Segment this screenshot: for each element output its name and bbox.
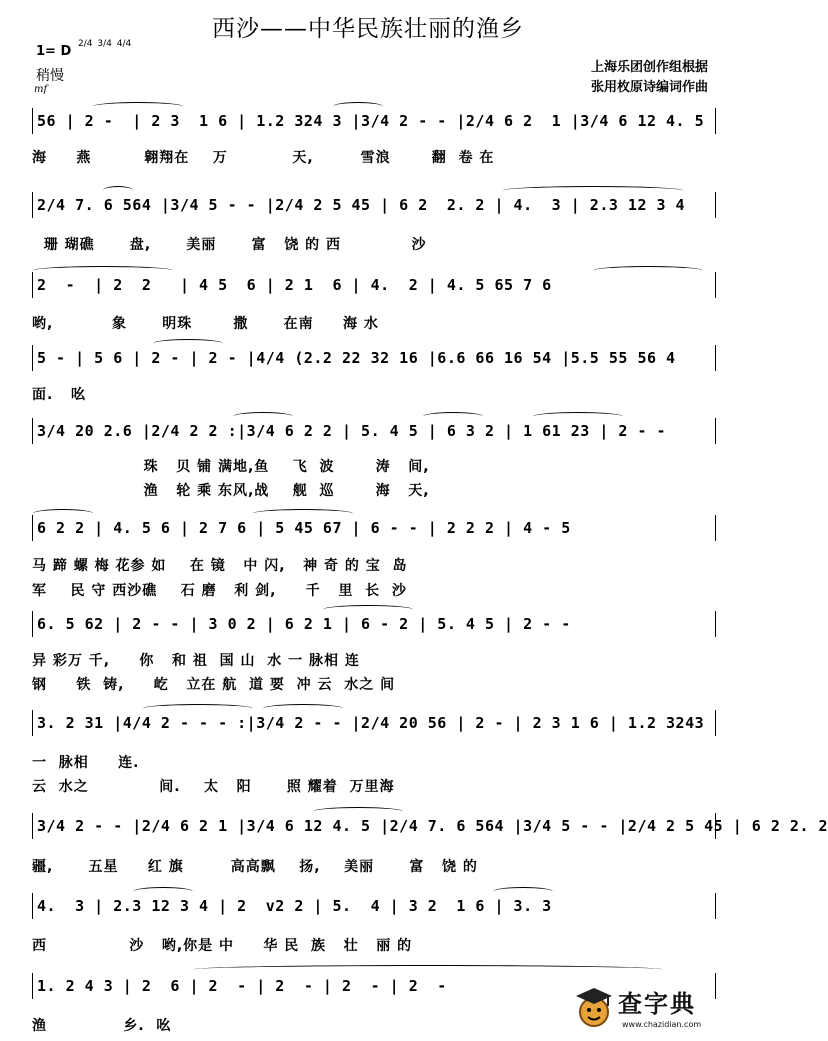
slur xyxy=(253,509,353,518)
score-line-10 xyxy=(32,893,716,919)
slur xyxy=(153,339,223,348)
slur xyxy=(193,965,663,974)
slur xyxy=(493,887,553,896)
notation: 1. 2 4 3 | 2 6 | 2 - | 2 - | 2 - | 2 - xyxy=(37,977,447,995)
dynamic-marking: mf xyxy=(34,84,48,95)
lyric-line: 云 水之 间. 太 阳 照 耀着 万里海 xyxy=(32,779,395,795)
score-line-9 xyxy=(32,813,828,839)
notation: 6. 5 62 | 2 - - | 3 0 2 | 6 2 1 | 6 - 2 | 5. 4 5 | 2 - - xyxy=(37,615,571,633)
slur xyxy=(323,605,413,614)
tempo-marking: 稍慢 xyxy=(36,68,64,84)
meter-3: 4/4 xyxy=(116,39,132,49)
slur xyxy=(503,186,683,195)
watermark-brand: 查字典 xyxy=(618,990,696,1018)
lyric-line: 军 民 守 西沙礁 石 磨 利 剑, 千 里 长 沙 xyxy=(32,583,407,599)
notation: 3/4 2 - - |2/4 6 2 1 |3/4 6 12 4. 5 |2/4 7. 6 564 |3/4 5 - - |2/4 2 5 45 | 6 2 2. 2 xyxy=(37,817,828,835)
lyric-line: 珠 贝 铺 满地,鱼 飞 波 涛 间, xyxy=(32,459,430,475)
slur xyxy=(333,102,383,111)
slur xyxy=(593,266,703,275)
slur xyxy=(133,887,193,896)
score-line-4 xyxy=(32,345,716,371)
slur xyxy=(33,266,173,275)
score-line-1 xyxy=(32,108,716,134)
slur xyxy=(33,509,93,518)
lyric-line: 珊 瑚礁 盘, 美丽 富 饶 的 西 沙 xyxy=(32,237,427,253)
notation: 4. 3 | 2.3 12 3 4 | 2 v2 2 | 5. 4 | 3 2 1 6 | 3. 3 xyxy=(37,897,552,915)
lyric-line: 异 彩万 千, 你 和 祖 国 山 水 一 脉相 连 xyxy=(32,653,360,669)
lyric-line: 疆, 五星 红 旗 高高飘 扬, 美丽 富 饶 的 xyxy=(32,859,478,875)
key-signature: 1= D xyxy=(36,44,72,59)
slur xyxy=(313,807,403,816)
notation: 3. 2 31 |4/4 2 - - - :|3/4 2 - - |2/4 20 56 | 2 - | 2 3 1 6 | 1.2 3243 xyxy=(37,714,705,732)
slur xyxy=(423,412,483,421)
time-signatures xyxy=(78,40,133,49)
notation: 6 2 2 | 4. 5 6 | 2 7 6 | 5 45 67 | 6 - - | 2 2 2 | 4 - 5 xyxy=(37,519,571,537)
score-line-8 xyxy=(32,710,716,736)
meter-1: 2/4 xyxy=(78,39,93,49)
lyric-line: 渔 轮 乘 东风,战 舰 巡 海 天, xyxy=(32,483,430,499)
credit-line-1: 上海乐团创作组根据 xyxy=(590,60,708,75)
graduation-cap-icon xyxy=(574,982,614,1030)
lyric-line: 钢 铁 铸, 屹 立在 航 道 要 冲 云 水之 间 xyxy=(32,677,396,693)
score-line-3 xyxy=(32,272,716,298)
page-title: 西沙——中华民族壮丽的渔乡 xyxy=(212,16,524,42)
watermark-url: www.chazidian.com xyxy=(622,1020,702,1029)
slur xyxy=(233,412,293,421)
slur xyxy=(263,704,343,713)
lyric-line: 哟, 象 明珠 撒 在南 海 水 xyxy=(32,316,379,332)
score-line-5 xyxy=(32,418,716,444)
notation: 56 | 2 - | 2 3 1 6 | 1.2 324 3 |3/4 2 - - |2/4 6 2 1 |3/4 6 12 4. 5 xyxy=(37,112,705,130)
lyric-line: 海 燕 翱翔在 万 天, 雪浪 翻 卷 在 xyxy=(32,150,495,166)
slur xyxy=(103,186,133,195)
score-line-6 xyxy=(32,515,716,541)
credit-line-2: 张用枚原诗编词作曲 xyxy=(590,80,708,95)
lyric-line: 西 沙 哟,你是 中 华 民 族 壮 丽 的 xyxy=(32,938,413,954)
slur xyxy=(93,102,183,111)
notation: 2/4 7. 6 564 |3/4 5 - - |2/4 2 5 45 | 6 2 2. 2 | 4. 3 | 2.3 12 3 4 xyxy=(37,196,686,214)
lyric-line: 渔 乡. 吆 xyxy=(32,1018,172,1034)
score-line-2 xyxy=(32,192,716,218)
lyric-line: 面. 吆 xyxy=(32,387,86,403)
lyric-line: 一 脉相 连. xyxy=(32,755,140,771)
notation: 3/4 20 2.6 |2/4 2 2 :|3/4 6 2 2 | 5. 4 5 | 6 3 2 | 1 61 23 | 2 - - xyxy=(37,422,667,440)
lyric-line: 马 蹄 螺 梅 花参 如 在 镜 中 闪, 神 奇 的 宝 岛 xyxy=(32,558,408,574)
notation: 5 - | 5 6 | 2 - | 2 - |4/4 (2.2 22 32 16 |6.6 66 16 54 |5.5 55 56 4 xyxy=(37,349,676,367)
slur xyxy=(533,412,623,421)
meter-2: 3/4 xyxy=(97,39,112,49)
slur xyxy=(143,704,253,713)
score-line-7 xyxy=(32,611,716,637)
notation: 2 - | 2 2 | 4 5 6 | 2 1 6 | 4. 2 | 4. 5 65 7 6 xyxy=(37,276,552,294)
